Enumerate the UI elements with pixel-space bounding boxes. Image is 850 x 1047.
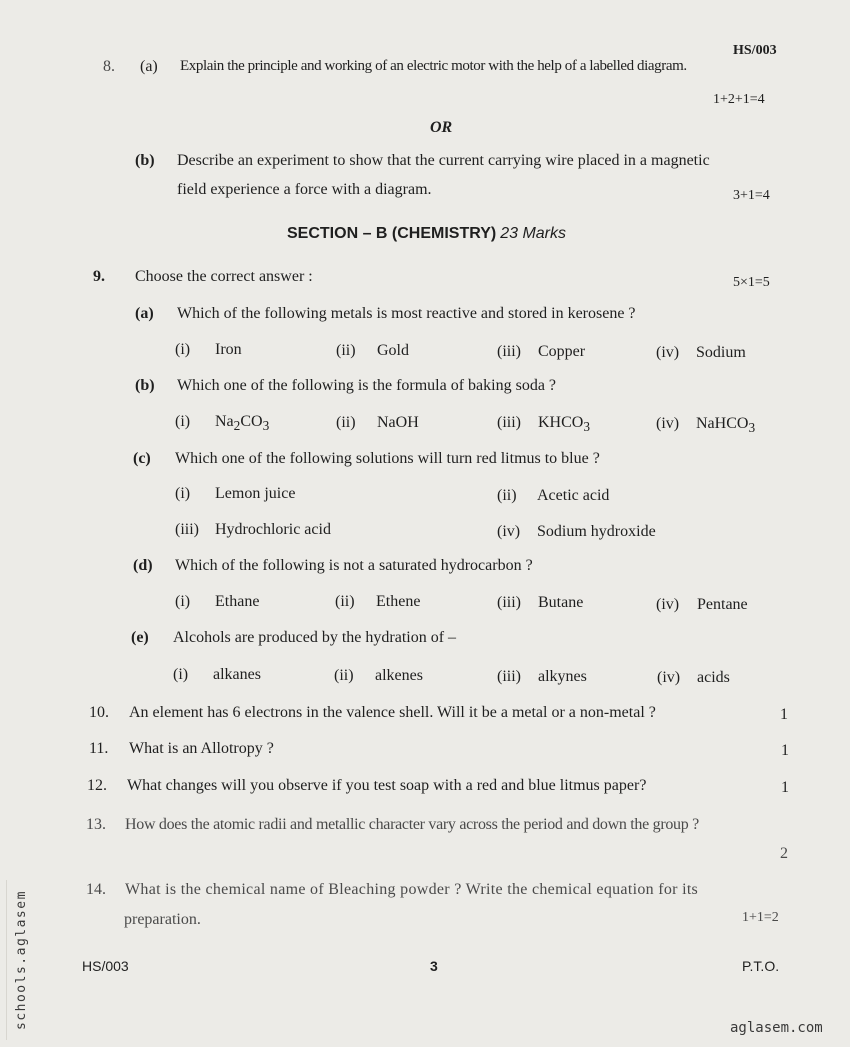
q8b-line2: field experience a force with a diagram. (177, 181, 432, 198)
q9d-label: (d) (133, 557, 153, 574)
option-text: Copper (538, 343, 586, 360)
formula-subscript: 3 (748, 420, 756, 436)
option-label: (iii) (497, 668, 521, 685)
option-label: (iv) (656, 415, 680, 432)
option-text: Hydrochloric acid (215, 521, 331, 538)
or-divider: OR (430, 119, 453, 136)
corner-watermark: aglasem.com (730, 1020, 823, 1036)
option-label: (i) (175, 485, 191, 502)
side-watermark: schools.aglasem (14, 890, 29, 1030)
option-label: (ii) (336, 414, 356, 431)
margin-rule (6, 880, 7, 1040)
option-text: Ethane (215, 593, 260, 610)
option-text: Gold (377, 342, 409, 359)
q9-text: Choose the correct answer : (135, 268, 313, 285)
q9a-label: (a) (135, 305, 154, 322)
formula-part: Na (215, 413, 234, 430)
option-label: (ii) (497, 487, 517, 504)
q8-number: 8. (103, 58, 115, 75)
q13-number: 13. (86, 816, 106, 833)
formula-khco3 (538, 414, 590, 435)
q9c-text: Which one of the following solutions will turn red litmus to blue ? (175, 450, 600, 467)
q14-line1: What is the chemical name of Bleaching powder ? Write the chemical equation for its (125, 881, 699, 898)
option-label: (i) (175, 341, 191, 358)
q11-text: What is an Allotropy ? (129, 740, 274, 757)
q9-marks: 5×1=5 (733, 275, 770, 290)
option-text: Sodium hydroxide (537, 523, 656, 540)
q10-marks: 1 (780, 706, 788, 723)
formula-subscript: 3 (583, 419, 591, 435)
formula-part: NaHCO (696, 415, 749, 432)
option-label: (iii) (497, 343, 521, 360)
q9c-label: (c) (133, 450, 151, 467)
formula-subscript: 3 (262, 418, 270, 434)
section-marks: 23 Marks (500, 225, 566, 242)
q8b-marks: 3+1=4 (733, 188, 770, 203)
q11-number: 11. (89, 740, 109, 757)
header-code: HS/003 (733, 43, 777, 58)
q9d-text: Which of the following is not a saturated hydrocarbon ? (175, 557, 533, 574)
option-label: (i) (175, 413, 191, 430)
option-label: (iv) (656, 344, 680, 361)
q14-number: 14. (86, 881, 106, 898)
page-number: 3 (430, 958, 438, 974)
q8b-label: (b) (135, 152, 155, 169)
option-label: (iii) (175, 521, 199, 538)
section-title: SECTION – B (CHEMISTRY) (287, 225, 497, 242)
q8a-text: Explain the principle and working of an electric motor with the help of a labelled diagram. (180, 58, 687, 74)
option-text: Pentane (697, 596, 748, 613)
q13-text: How does the atomic radii and metallic character vary across the period and down the group ? (125, 816, 699, 833)
option-text: Iron (215, 341, 242, 358)
option-label: (iii) (497, 594, 521, 611)
option-label: (iii) (497, 414, 521, 431)
footer-pto: P.T.O. (742, 958, 780, 974)
option-label: (ii) (335, 593, 355, 610)
q13-marks: 2 (780, 845, 788, 862)
q11-marks: 1 (781, 742, 789, 759)
option-text: Acetic acid (537, 487, 610, 504)
q9e-label: (e) (131, 629, 149, 646)
q14-line2: preparation. (124, 911, 201, 928)
option-label: (i) (175, 593, 191, 610)
q9b-label: (b) (135, 377, 155, 394)
q14-marks: 1+1=2 (742, 910, 779, 925)
formula-part: CO (240, 413, 263, 430)
option-text: alkenes (375, 667, 423, 684)
q12-text: What changes will you observe if you test soap with a red and blue litmus paper? (127, 777, 647, 794)
q8b-line1: Describe an experiment to show that the current carrying wire placed in a magnetic (177, 152, 710, 169)
q12-number: 12. (87, 777, 107, 794)
option-text: Ethene (376, 593, 421, 610)
q9a-text: Which of the following metals is most reactive and stored in kerosene ? (177, 305, 636, 322)
option-text: acids (697, 669, 730, 686)
formula-na2co3 (215, 413, 269, 434)
formula-nahco3 (696, 415, 755, 436)
option-text: alkynes (538, 668, 587, 685)
option-text: Butane (538, 594, 584, 611)
q10-text: An element has 6 electrons in the valence shell. Will it be a metal or a non-metal ? (129, 704, 656, 721)
q9-number: 9. (93, 268, 105, 285)
option-label: (i) (173, 666, 189, 683)
option-label: (iv) (656, 596, 680, 613)
q9e-text: Alcohols are produced by the hydration of – (173, 629, 457, 646)
option-text: alkanes (213, 666, 261, 683)
section-heading (287, 225, 566, 243)
formula-part: KHCO (538, 414, 584, 431)
option-label: (ii) (336, 342, 356, 359)
option-label: (ii) (334, 667, 354, 684)
formula-subscript: 2 (233, 418, 241, 434)
option-text: Lemon juice (215, 485, 296, 502)
option-text: Sodium (696, 344, 746, 361)
q9b-text: Which one of the following is the formula of baking soda ? (177, 377, 557, 394)
option-text: NaOH (377, 414, 419, 431)
q8a-marks: 1+2+1=4 (713, 92, 765, 107)
option-label: (iv) (657, 669, 681, 686)
option-label: (iv) (497, 523, 521, 540)
q12-marks: 1 (781, 779, 789, 796)
q8a-label: (a) (140, 58, 158, 75)
footer-code: HS/003 (82, 958, 129, 974)
q10-number: 10. (89, 704, 109, 721)
